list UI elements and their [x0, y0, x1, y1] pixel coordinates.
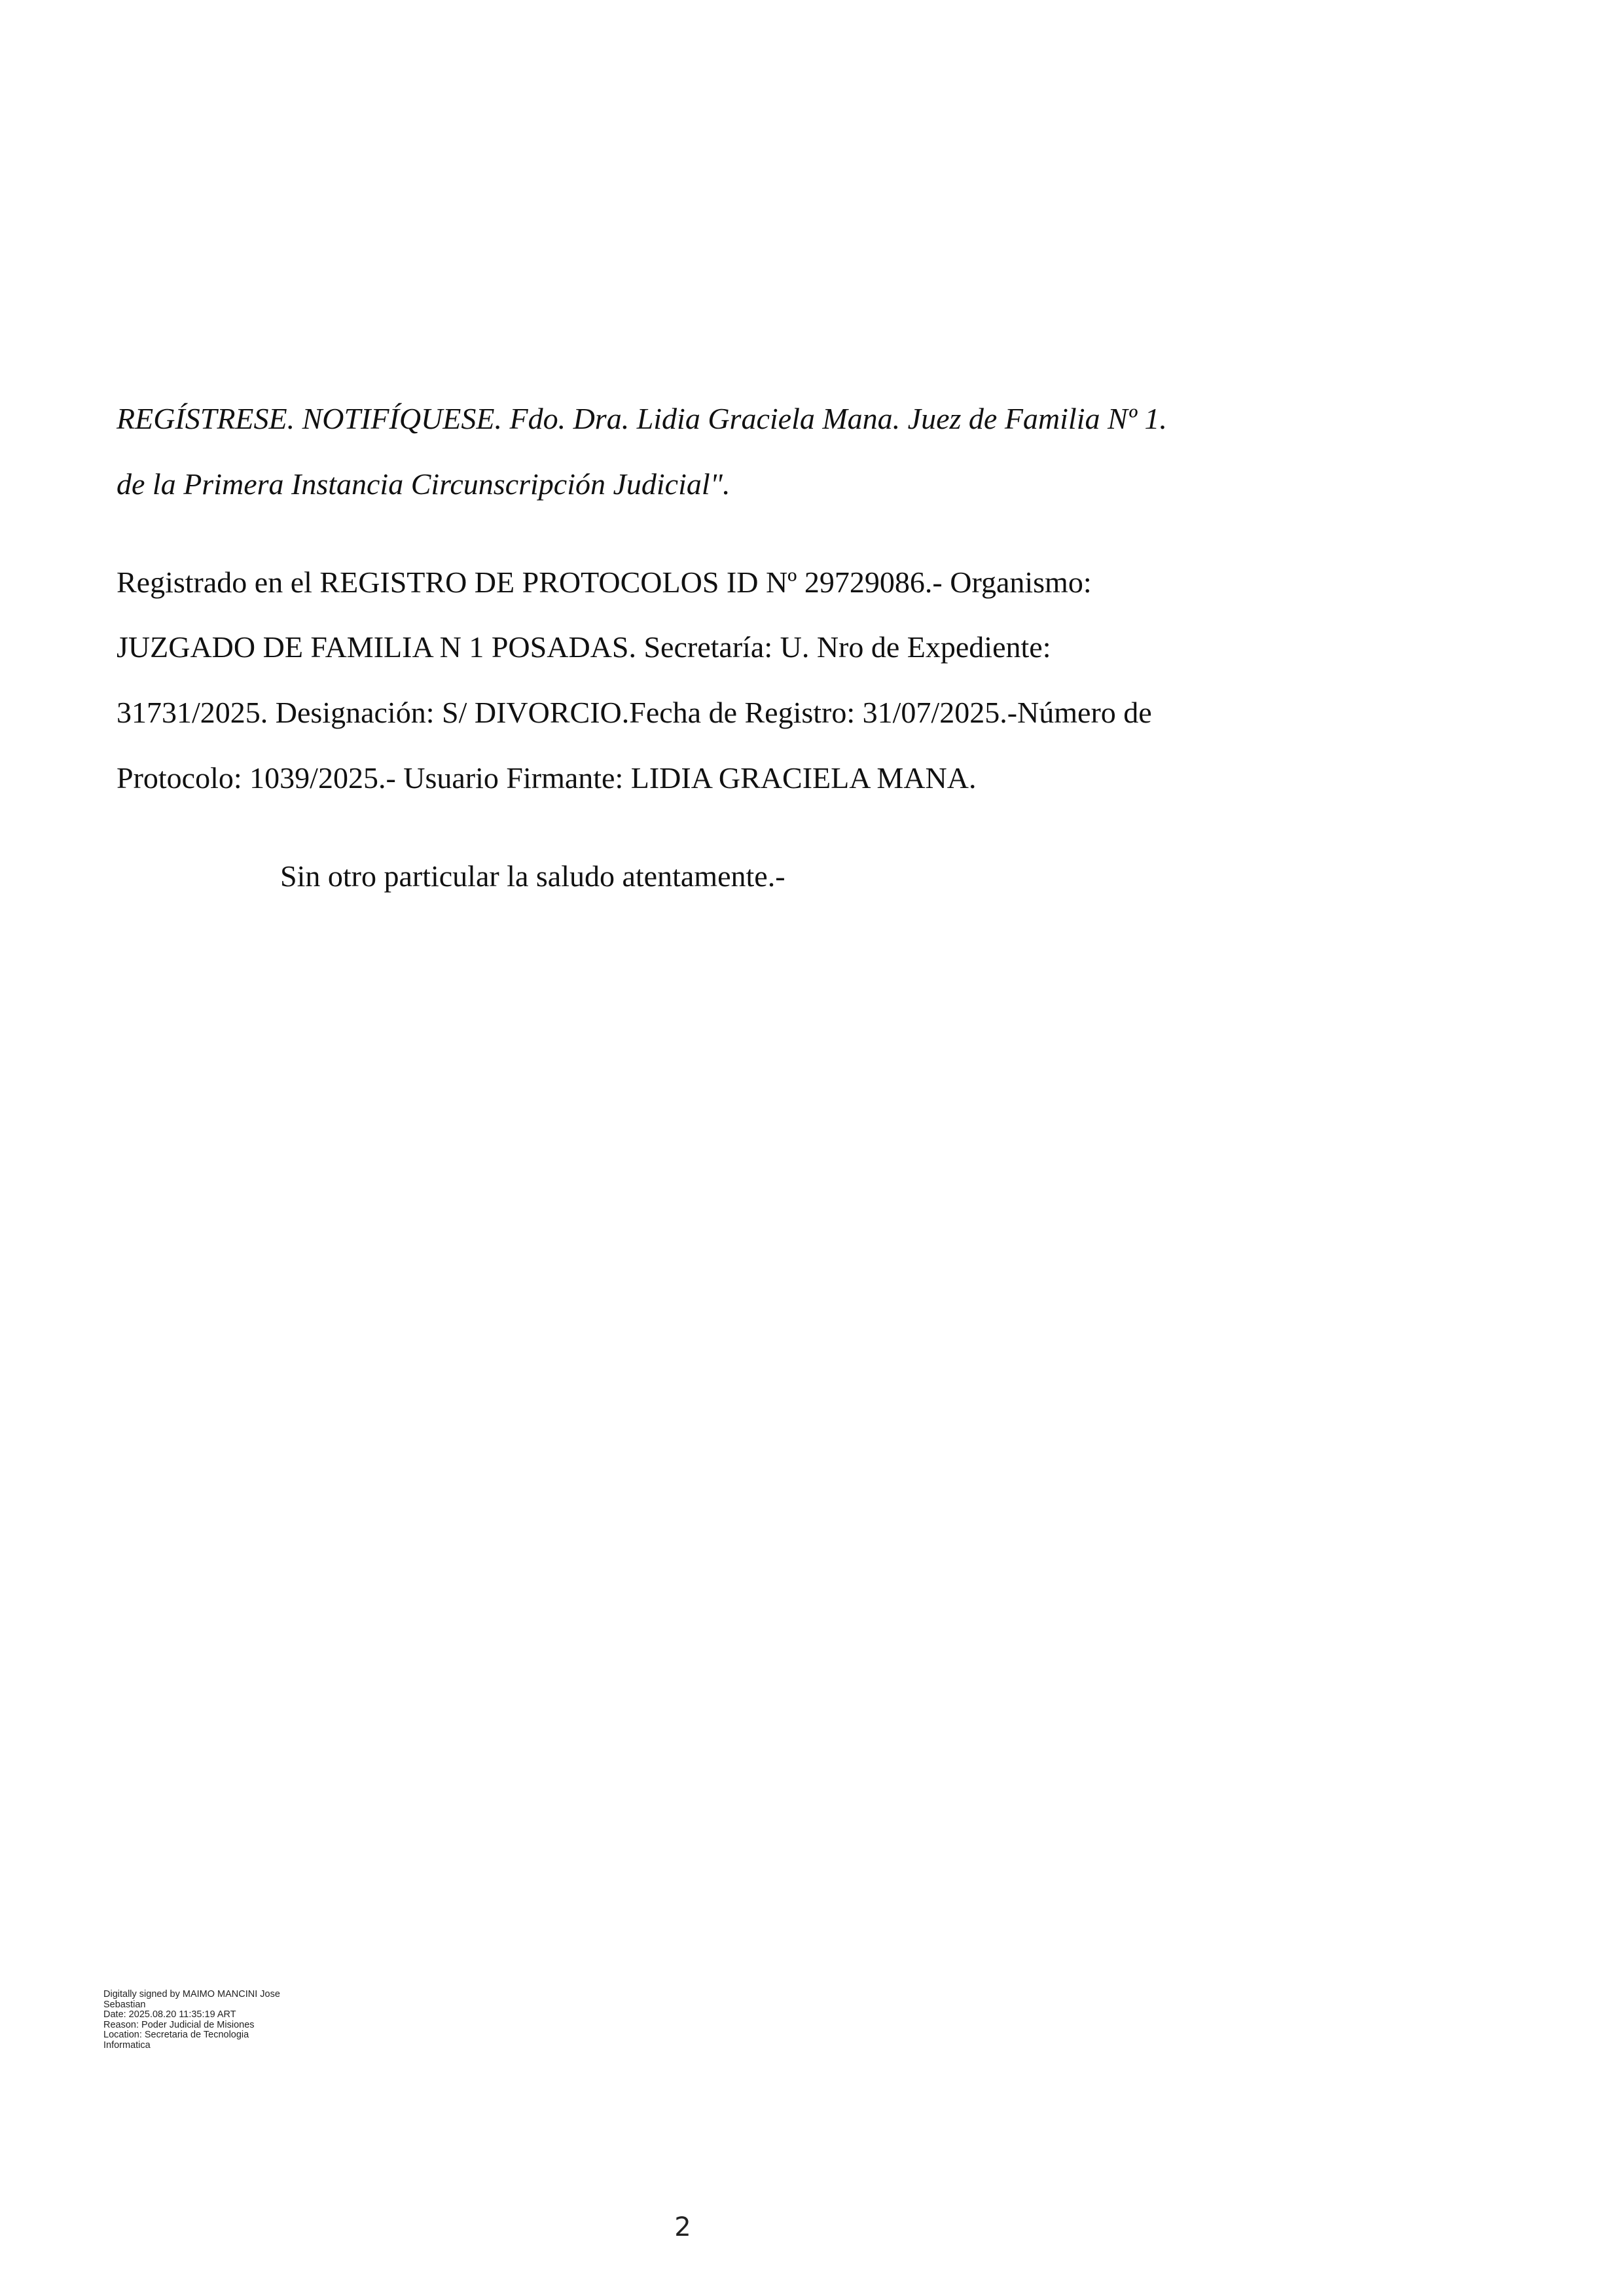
registry-line-4: Protocolo: 1039/2025.- Usuario Firmante: LIDIA GRACIELA MANA. [117, 761, 977, 795]
registry-line-2: JUZGADO DE FAMILIA N 1 POSADAS. Secretaría: U. Nro de Expediente: [117, 630, 1051, 664]
quote-line-1: REGÍSTRESE. NOTIFÍQUESE. Fdo. Dra. Lidia Graciela Mana. Juez de Familia Nº 1. [117, 402, 1167, 435]
signature-location: Location: Secretaria de Tecnologia [103, 2030, 249, 2040]
closing-salutation: Sin otro particular la saludo atentamente.- [280, 859, 785, 893]
registry-line-3: 31731/2025. Designación: S/ DIVORCIO.Fecha de Registro: 31/07/2025.-Número de [117, 696, 1152, 729]
registry-line-1: Registrado en el REGISTRO DE PROTOCOLOS ID Nº 29729086.- Organismo: [117, 565, 1092, 599]
page-number: 2 [674, 2212, 691, 2242]
signature-line: Sebastian [103, 1999, 146, 2010]
signature-reason: Reason: Poder Judicial de Misiones [103, 2019, 255, 2030]
quote-line-2: de la Primera Instancia Circunscripción Judicial". [117, 467, 731, 501]
signature-line: Digitally signed by MAIMO MANCINI Jose [103, 1989, 280, 2000]
signature-line: Informatica [103, 2039, 151, 2051]
digital-signature-block [103, 1990, 280, 2051]
signature-date: Date: 2025.08.20 11:35:19 ART [103, 2009, 236, 2020]
